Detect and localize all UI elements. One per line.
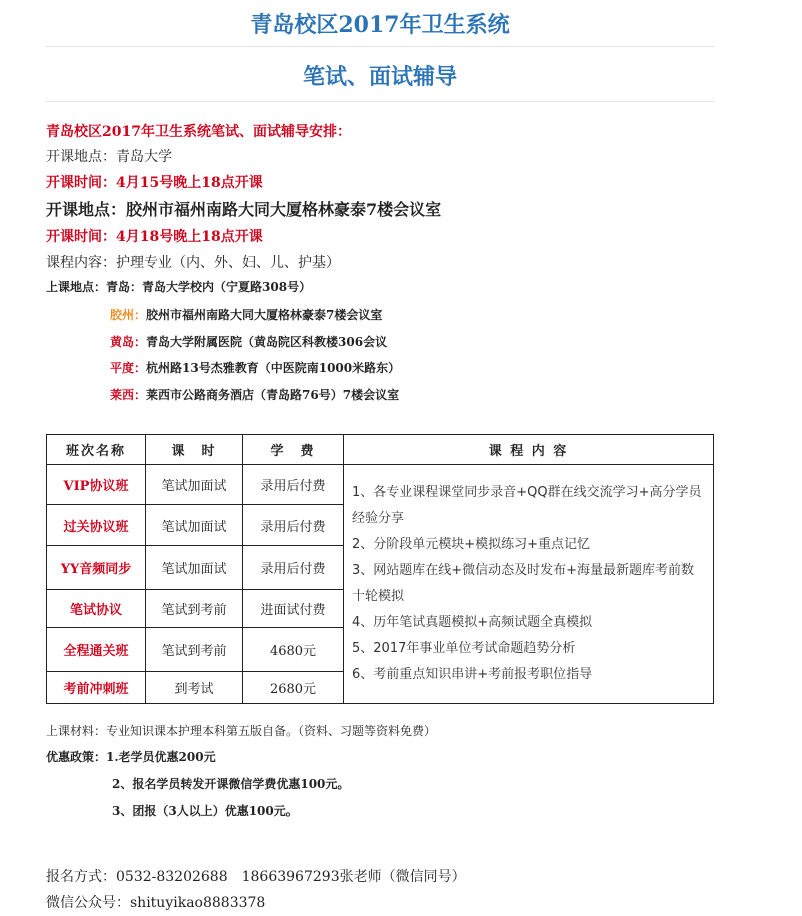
class-hours: 笔试到考前 bbox=[146, 628, 243, 672]
class-name: 全程通关班 bbox=[47, 628, 146, 672]
class-fee: 录用后付费 bbox=[243, 465, 344, 505]
location-label: 黄岛： bbox=[110, 335, 147, 349]
location-value: 青岛：青岛大学校内（宁夏路308号） bbox=[106, 280, 312, 294]
location-item bbox=[110, 359, 400, 376]
course-table bbox=[46, 434, 714, 704]
column-header: 课 程 内 容 bbox=[344, 435, 714, 465]
course-content bbox=[344, 465, 714, 704]
class-hours: 笔试加面试 bbox=[146, 546, 243, 590]
location-label: 上课地点： bbox=[46, 280, 107, 294]
discount-policy: 优惠政策：1.老学员优惠200元 bbox=[46, 750, 216, 764]
schedule-heading: 青岛校区2017年卫生系统笔试、面试辅导安排： bbox=[46, 124, 351, 140]
class-name: 笔试协议 bbox=[47, 590, 146, 628]
location-item bbox=[110, 386, 399, 403]
location-label: 平度： bbox=[110, 361, 147, 375]
class-name: YY音频同步 bbox=[47, 546, 146, 590]
discount-policy: 3、团报（3人以上）优惠100元。 bbox=[112, 804, 298, 818]
location-value: 青岛大学附属医院（黄岛院区科教楼306会议 bbox=[146, 335, 388, 349]
class-hours: 笔试到考前 bbox=[146, 590, 243, 628]
location-item bbox=[110, 306, 382, 323]
location-value: 胶州市福州南路大同大厦格林豪泰7楼会议室 bbox=[146, 308, 383, 322]
location-item bbox=[110, 333, 387, 350]
location-value: 莱西市公路商务酒店（青岛路76号）7楼会议室 bbox=[146, 388, 400, 402]
content-item: 3、网站题库在线+微信动态及时发布+海量最新题库考前数十轮模拟 bbox=[352, 563, 695, 604]
page-subtitle: 笔试、面试辅导 bbox=[302, 64, 457, 90]
content-item: 1、各专业课程课堂同步录音+QQ群在线交流学习+高分学员经验分享 bbox=[352, 485, 702, 526]
divider bbox=[46, 46, 714, 47]
content-item: 4、历年笔试真题模拟+高频试题全真模拟 bbox=[352, 615, 593, 630]
class-name: 考前冲刺班 bbox=[47, 672, 146, 704]
location-line bbox=[46, 278, 311, 295]
materials-note: 上课材料：专业知识课本护理本科第五版自备。（资料、习题等资料免费） bbox=[46, 724, 437, 738]
location-label: 莱西： bbox=[110, 388, 147, 402]
class-fee: 4680元 bbox=[243, 628, 344, 672]
content-item: 2、分阶段单元模块+模拟练习+重点记忆 bbox=[352, 537, 591, 552]
column-header: 班次名称 bbox=[47, 435, 146, 465]
class-name: VIP协议班 bbox=[47, 465, 146, 505]
class-hours: 笔试加面试 bbox=[146, 465, 243, 505]
content-item: 6、考前重点知识串讲+考前报考职位指导 bbox=[352, 667, 593, 682]
table-row bbox=[47, 465, 714, 505]
location-value: 杭州路13号杰雅教育（中医院南1000米路东） bbox=[146, 361, 401, 375]
discount-policy: 2、报名学员转发开课微信学费优惠100元。 bbox=[112, 777, 350, 791]
column-header: 学 费 bbox=[243, 435, 344, 465]
class-fee: 录用后付费 bbox=[243, 546, 344, 590]
signup-info: 报名方式：0532-83202688 18663967293张老师（微信同号） bbox=[46, 869, 466, 885]
time-line: 开课时间：4月15号晚上18点开课 bbox=[46, 175, 263, 191]
location-label: 胶州： bbox=[110, 308, 147, 322]
column-header: 课 时 bbox=[146, 435, 243, 465]
time-line: 开课时间：4月18号晚上18点开课 bbox=[46, 229, 263, 245]
class-fee: 录用后付费 bbox=[243, 505, 344, 546]
table-header-row bbox=[47, 435, 714, 465]
wechat-account: 微信公众号：shituyikao8883378 bbox=[46, 895, 266, 911]
class-fee: 2680元 bbox=[243, 672, 344, 704]
class-name: 过关协议班 bbox=[47, 505, 146, 546]
venue-line: 开课地点：胶州市福州南路大同大厦格林豪泰7楼会议室 bbox=[46, 200, 442, 219]
venue-line: 开课地点：青岛大学 bbox=[46, 149, 172, 165]
divider bbox=[46, 101, 714, 102]
class-hours: 笔试加面试 bbox=[146, 505, 243, 546]
course-line: 课程内容：护理专业（内、外、妇、儿、护基） bbox=[46, 255, 340, 271]
content-item: 5、2017年事业单位考试命题趋势分析 bbox=[352, 641, 576, 656]
class-hours: 到考试 bbox=[146, 672, 243, 704]
class-fee: 进面试付费 bbox=[243, 590, 344, 628]
page-title: 青岛校区2017年卫生系统 bbox=[250, 12, 510, 38]
